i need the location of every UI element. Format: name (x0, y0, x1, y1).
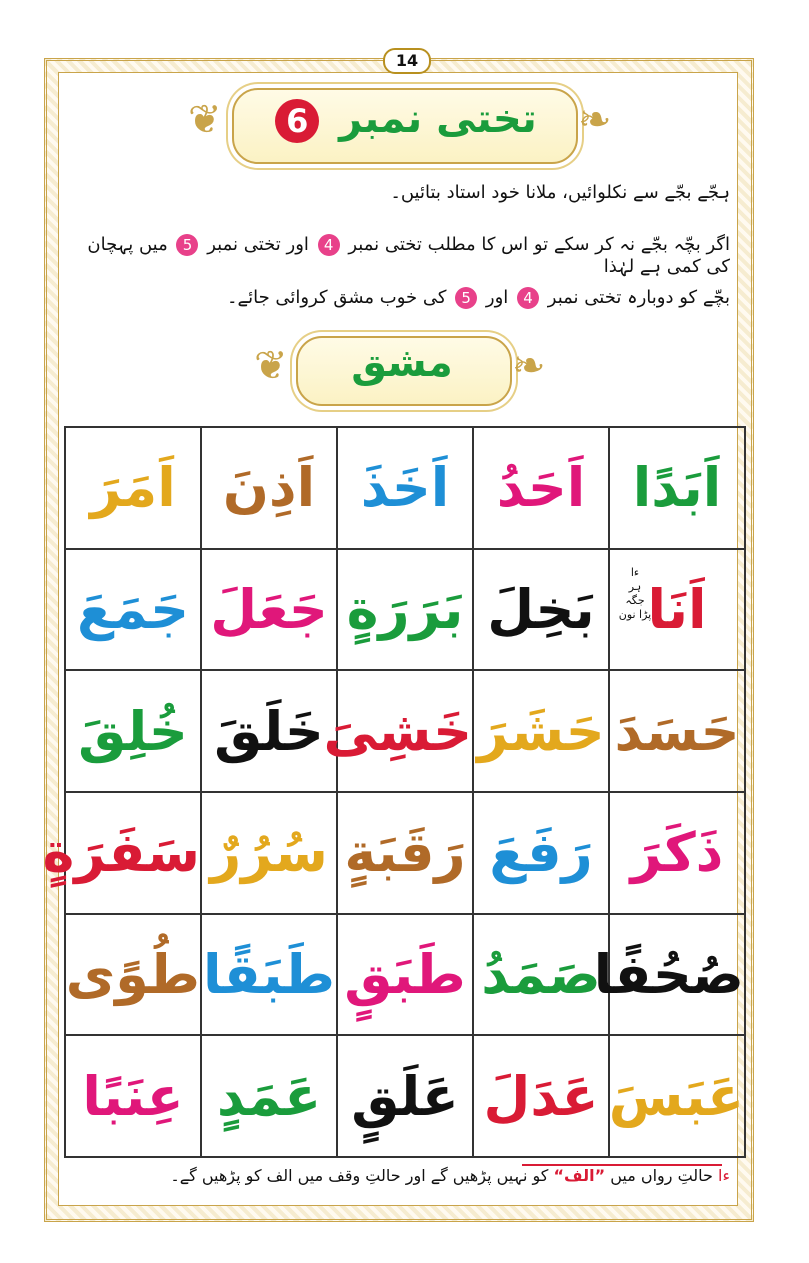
footnote-mark: ءا (718, 1166, 730, 1185)
practice-word: اَخَذَ (360, 456, 450, 520)
practice-word: بَرَرَةٍ (346, 577, 464, 641)
practice-word: اَذِنَ (222, 456, 316, 520)
practice-word: رَفَعَ (489, 821, 593, 885)
word-cell (201, 427, 337, 549)
word-cell (609, 1035, 745, 1157)
instruction-line-3 (80, 287, 730, 309)
instruction-text: میں پہچان کی کمی ہے لہٰذا (87, 234, 730, 277)
instruction-line-1: ہجّے بجّے سے نکلوائیں، ملانا خود استاد بتائیں۔ (390, 182, 730, 203)
practice-word: حَسَدَ (614, 699, 740, 763)
word-cell (473, 670, 609, 792)
word-cell (337, 792, 473, 914)
practice-word: عَلَقٍ (351, 1064, 459, 1128)
word-cell (473, 427, 609, 549)
footnote (80, 1166, 730, 1185)
instruction-text: بچّے کو دوبارہ تختی نمبر (547, 287, 730, 308)
cell-note-line: ءا (630, 565, 640, 579)
word-cell (609, 792, 745, 914)
practice-word: اَمَرَ (90, 456, 176, 520)
practice-word: صُحُفًا (593, 942, 744, 1006)
practice-word: عَمَدٍ (216, 1064, 322, 1128)
practice-word: طَبَقٍ (344, 942, 466, 1006)
instruction-line-2 (80, 234, 730, 277)
cell-note-line: ہر جگہ (625, 579, 645, 607)
word-cell (323, 670, 473, 792)
practice-word: بَخِلَ (487, 577, 595, 641)
word-cell (609, 427, 745, 549)
word-cell (65, 914, 201, 1036)
word-cell (473, 549, 609, 671)
word-cell (473, 792, 609, 914)
grid-row (65, 1035, 745, 1157)
practice-word: طَبَقًا (202, 942, 336, 1006)
right-flourish-icon: ❧ (578, 97, 612, 143)
practice-word: اَبَدًا (632, 456, 722, 520)
word-cell (337, 549, 473, 671)
practice-word: خَشِیَ (323, 699, 472, 763)
grid-row (65, 914, 745, 1036)
instruction-text: کی خوب مشق کروائی جائے۔ (226, 287, 447, 308)
practice-word: سَفَرَةٍ (42, 821, 200, 885)
practice-word: جَعَلَ (210, 577, 328, 641)
word-cell (201, 549, 337, 671)
practice-word: رَقَبَةٍ (344, 821, 466, 885)
word-cell (201, 670, 337, 792)
word-cell (593, 914, 745, 1036)
practice-word: حَشَرَ (477, 699, 605, 763)
number-badge: 4 (318, 234, 340, 256)
practice-grid (42, 426, 746, 1158)
word-cell (473, 914, 609, 1036)
grid-row (65, 427, 745, 549)
word-cell (609, 549, 745, 671)
cell-note-line: پڑا نون (618, 607, 652, 621)
number-badge: 5 (176, 234, 198, 256)
footnote-alif: ”الف“ (553, 1166, 606, 1185)
left-flourish-icon: ❦ (188, 97, 222, 143)
word-cell (201, 914, 337, 1036)
practice-word: اَحَدُ (496, 456, 586, 520)
title-number-badge: 6 (275, 99, 319, 143)
word-cell (65, 1035, 201, 1157)
practice-word: عَبَسَ (608, 1064, 744, 1128)
instruction-text: اور تختی نمبر (207, 234, 309, 255)
footnote-text: حالتِ رواں میں (610, 1166, 713, 1185)
practice-word: خُلِقَ (78, 699, 188, 763)
practice-word: خَلَقَ (214, 699, 324, 763)
practice-word: جَمَعَ (76, 577, 189, 641)
practice-title: مشق (351, 340, 453, 386)
number-badge: 4 (517, 287, 539, 309)
word-cell (473, 1035, 609, 1157)
practice-word: عَدَلَ (483, 1064, 599, 1128)
word-cell (201, 1035, 337, 1157)
practice-word: عِنَبًا (82, 1064, 184, 1128)
grid-row (65, 670, 745, 792)
left-flourish-icon: ❦ (254, 343, 288, 389)
word-cell (65, 670, 201, 792)
word-cell (609, 670, 745, 792)
practice-word: سُرُرٌ (210, 821, 328, 885)
word-cell (42, 792, 201, 914)
grid-row (65, 792, 745, 914)
title-text: تختی نمبر (339, 96, 537, 142)
number-badge: 5 (455, 287, 477, 309)
word-cell (65, 427, 201, 549)
practice-word: ذَکَرَ (630, 821, 724, 885)
instruction-text: اور (485, 287, 509, 308)
word-cell (65, 549, 201, 671)
word-cell (201, 792, 337, 914)
cell-note (618, 566, 652, 622)
footnote-text: کو نہیں پڑھیں گے اور حالتِ وقف میں الف کو پڑھیں گے۔ (170, 1166, 549, 1185)
grid-row (65, 549, 745, 671)
practice-word: طُوًی (65, 942, 200, 1006)
page-number: 14 (383, 48, 431, 74)
practice-word: اَنَا (647, 577, 707, 641)
right-flourish-icon: ❧ (512, 343, 546, 389)
page-title (232, 96, 574, 143)
word-cell (337, 914, 473, 1036)
word-cell (337, 427, 473, 549)
instruction-text: اگر بچّہ بجّے نہ کر سکے تو اس کا مطلب تختی نمبر (348, 234, 730, 255)
word-cell (337, 1035, 473, 1157)
practice-word: صَمَدُ (481, 942, 601, 1006)
